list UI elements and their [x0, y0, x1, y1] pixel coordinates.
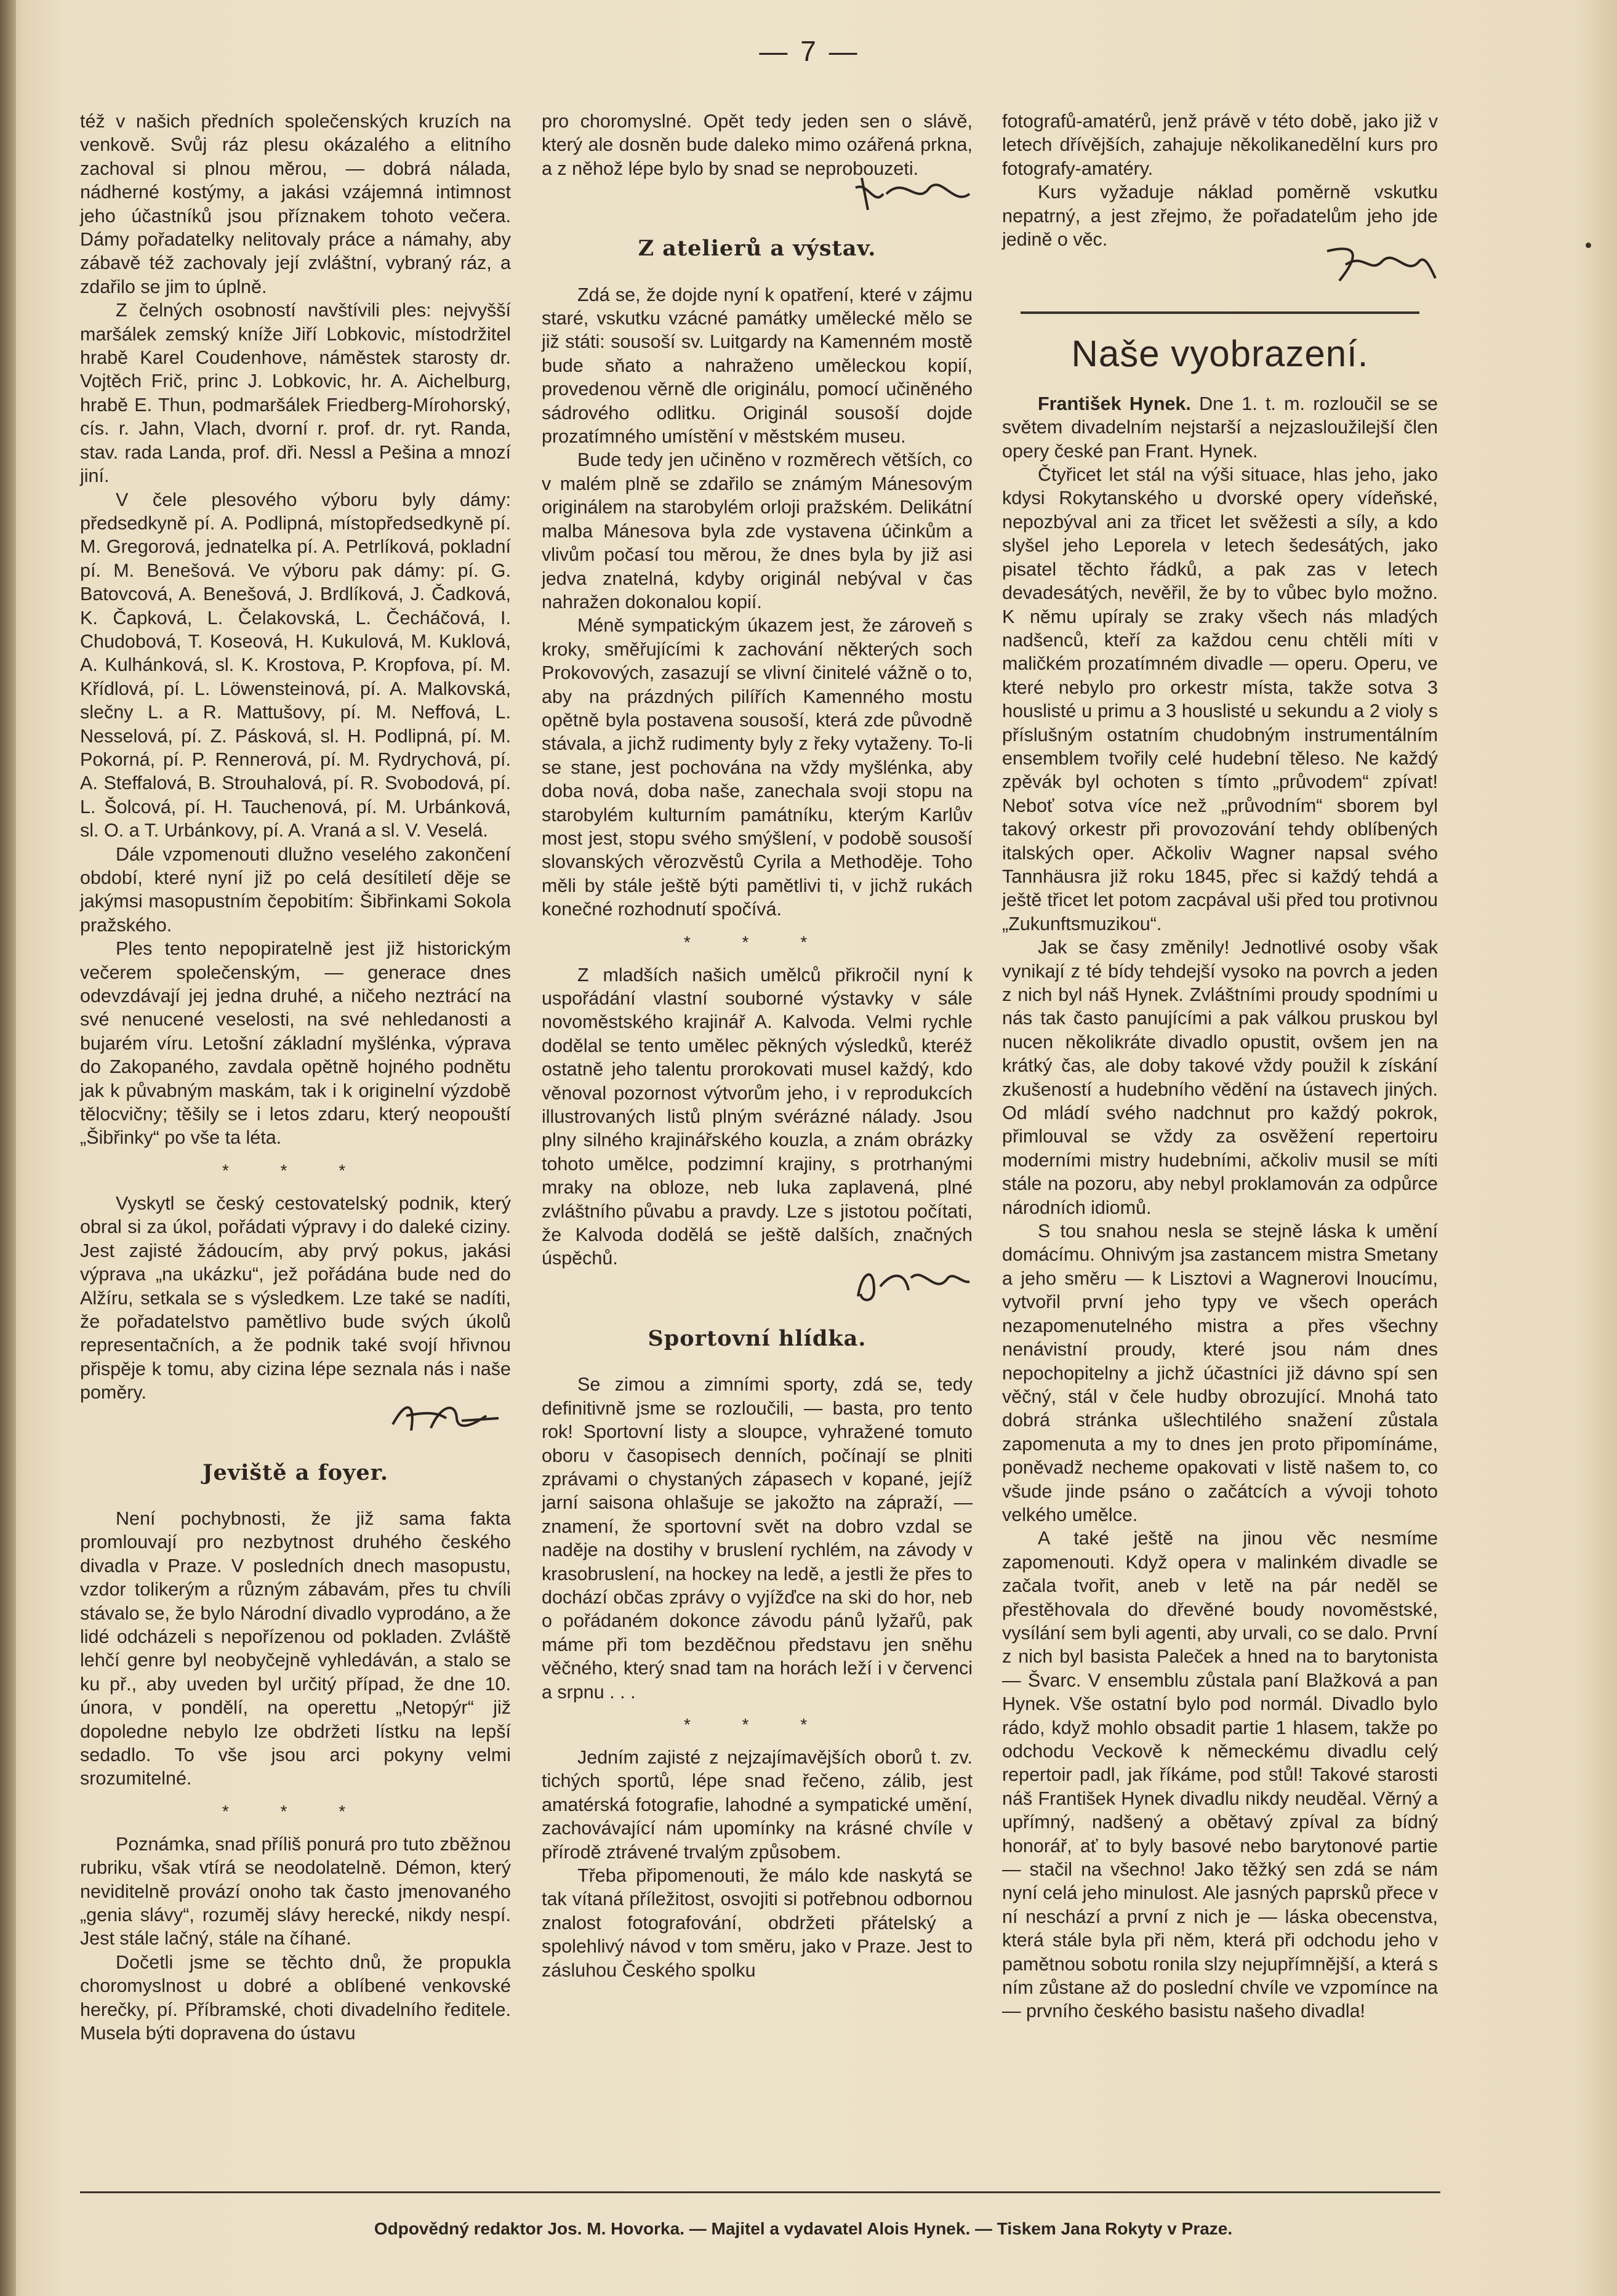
paragraph: též v našich předních společenských kruzích na venkově. Svůj ráz plesu okázalého a elitního zachoval si plnou měrou, — dobrá nálada, nádherné kostýmy, a jakási vzájemná intimnost jeho účastníků jsou příznakem tohoto večera. Dámy pořadatelky nelitovaly práce a námahy, aby zábavě též zachovaly její zvláštní, vybraný ráz, a zdařilo se jim to úplně.: [80, 111, 511, 297]
paragraph: Zdá se, že dojde nyní k opatření, které v zájmu staré, vskutku vzácné památky umělecké mělo se již státi: sousoší sv. Luitgardy na Kamenném mostě bude sňato a nahraženo uměleckou kopií, provedenou věrně dle originálu, pomocí učiněného sádrového odlitku. Originál sousoší dojde prozatímného umístění v městském museu.: [542, 284, 973, 448]
paragraph: Ples tento nepopiratelně jest již historickým večerem společenským, — generace dnes odevzdávají jej jedna druhé, a ničeho neztrácí na své nenucené veselosti, na své nehledanosti a bujarém víru. Letošní základní myšlénka, výprava do Zakopaného, zavdala opětně hojného podnětu jak k půvabným maskám, tak i k originelní výzdobě tělocvičny; těšily se i letos zdaru, který neopouští „Šibřinky“ po vše ta léta.: [80, 938, 511, 1149]
paragraph: [1002, 392, 1438, 463]
section-separator: * * *: [683, 932, 831, 952]
column-2: [542, 110, 973, 1982]
section-separator: * * *: [222, 1160, 369, 1180]
page-binding-edge: [0, 0, 16, 2296]
column-3: [1002, 110, 1438, 2023]
paragraph: Jak se časy změnily! Jednotlivé osoby však vynikají z té bídy tehdejší vysoko na povrch a jeden z nich byl náš Hynek. Zvláštními proudy spodními u nás tak často panujícími a pak válkou pruskou byl nucen několikráte divadlo opustit, ovšem jen na krátký čas, ale doby takové vždy použil k získání zkušeností a hudebního vědění na ústavech jiných. Od mládí svého nadchnut pro každý pokrok, přimlouval se vždy za osvěžení repertoiru moderními mistry hudebními, ačkoliv musil se míti stále na pozoru, aby nebyl proklamován za odpůrce národních idiomů.: [1002, 937, 1438, 1218]
paragraph: Z mladších našich umělců přikročil nyní k uspořádání vlastní souborné výstavky v sále novoměstského krajinář A. Kalvoda. Velmi rychle dodělal se tento umělec pěkných výsledků, kteréž ostatně jeho talentu prorokovati musel každý, kdo věnoval pozornost výtvorům jeho, i v reprodukcích illustrovaných listů plným svérázné nálady. Jsou plny silného krajinářského kouzla, a znám obrázky tohoto umělce, podzimní krajiny, s protrhanými mraky na obloze, neb luka zaplavená, plné zvláštního půvabu a pravdy. Lze s jistotou počítati, že Kalvoda dodělá se ještě dalších, značných úspěchů.: [542, 964, 973, 1269]
paragraph: Vyskytl se český cestovatelský podnik, který obral si za úkol, pořádati výpravy i do daleké ciziny. Jest zajisté žádoucím, aby prvý pokus, jakási výprava „na ukázku“, jež pořádána bude ned do Alžíru, setkala se s výsledkem. Lze také se nadíti, že pořadatelstvo pamětlivo bude svých úkolů representačních, a že podnik také svojí hřivnou přispěje k tomu, aby cizina lépe seznala nás i naše poměry.: [80, 1192, 511, 1403]
signature-image: [849, 1259, 973, 1305]
section-heading: Sportovní hlídka.: [648, 1325, 867, 1351]
section-separator: * * *: [683, 1714, 831, 1734]
paragraph: Čtyřicet let stál na výši situace, hlas jeho, jako kdysi Rokytanského u dvorské opery vídeňské, nepozbýval ani za třicet let svěžesti a síly, a kdo slyšel jeho Leporela v letech šedesátých, jako pisatel těchto řádků, a pak zas v letech devadesátých, nevěřil, že by to vůbec bylo možno. K němu upíraly se zraky všech nás mladých nadšenců, kteří za každou cenu chtěli míti v maličkém prozatímném divadle — operu. Operu, ve které nebylo pro orkestr místa, takže sotva 3 houslisté u primu a 3 houslisté u sekundu a 2 violy s příslušným ostatním chudobným instrumentálním ensemblem tvořily celé hudební těleso. Ne každý zpěvák byl ochoten s tímto „průvodem“ zpívat! Neboť sotva více než „průvodním“ sborem byl takový orkestr při provozování tehdy oblíbených italských oper. Ačkoliv Wagner napsal svého Tannhäusra již roku 1845, přec si každý tehdá a ještě třicet let potom zacpával uši před tou protivnou „Zukunftsmuzikou“.: [1002, 464, 1438, 934]
section-separator: * * *: [222, 1801, 369, 1821]
section-heading: Z atelierů a výstav.: [638, 236, 877, 262]
paragraph: V čele plesového výboru byly dámy: předsedkyně pí. A. Podlipná, místopředsedkyně pí. M. Gregorová, jednatelka pí. A. Petrlíková, pokladní pí. M. Benešová. Ve výboru pak dámy: pí. G. Batovcová, A. Benešová, J. Brdlíková, J. Čadková, K. Čapková, L. Čelakovská, L. Čecháčová, I. Chudobová, T. Koseová, H. Kukulová, M. Kuklová, A. Kulhánková, sl. K. Krostova, P. Kropfova, pí. M. Křídlová, pí. L. Löwensteinová, pí. A. Malkovská, slečny L. a R. Mattušovy, pí. M. Neffová, L. Nesselová, pí. Z. Pásková, sl. H. Podlipná, pí. M. Pokorná, pí. P. Rennerová, pí. M. Rydrychová, pí. A. Steffalová, B. Strouhalová, pí. R. Svobodová, pí. L. Šolcová, pí. H. Tauchenová, pí. M. Urbánková, sl. O. a T. Urbánkovy, pí. A. Vraná a sl. V. Veselá.: [80, 489, 511, 841]
footer-divider: [80, 2191, 1440, 2193]
imprint-footer: Odpovědný redaktor Jos. M. Hovorka. — Majitel a vydavatel Alois Hynek. — Tiskem Jana Rokyty v Praze.: [374, 2219, 1233, 2238]
paragraph: A také ještě na jinou věc nesmíme zapomenouti. Když opera v malinkém divadle se začala tvořit, aneb v letě na pár neděl se přestěhovala do dřevěné boudy novoměstské, vysílání sem byli agenti, aby urvali, co se dalo. První z nich byl basista Paleček a hned na to barytonista — Švarc. V ensemblu zůstala paní Blažková a pan Hynek. Vše ostatní bylo pod normál. Divadlo bylo rádo, když mohlo obsadit partie 1 hlasem, takže po odchodu Veckově k německému divadlu celý repertoir padl, jak říkáme, pod stůl! Takové starosti náš František Hynek divadlu nikdy neuděal. Věrný a upřímný, nadšený a obětavý zpíval za bídný honorář, ať to byly basové nebo barytonové partie — stačil na všechno! Jako těžký sen zdá se nám nyní celá jeho minulost. Ale jasných paprsků přece v ní neschází a první z nich je — láska obecenstva, která stále byla při něm, která při odchodu jeho v pamětnou sobotu ronila slzy nejupřímnější, a která s ním zůstane až do poslední chvíle ve vzpomínce na — prvního českého basistu našeho divadla!: [1002, 1528, 1438, 2022]
paragraph: Dočetli jsme se těchto dnů, že propukla choromyslnost u dobré a oblíbené venkovské herečky, pí. Příbramské, choti divadelního ředitele. Musela býti dopravena do ústavu: [80, 1951, 511, 2044]
signature-image: [388, 1394, 511, 1439]
paragraph: Se zimou a zimními sporty, zdá se, tedy definitivně jsme se rozloučili, — basta, pro tento rok! Sportovní listy a sloupce, vyhražené tomuto oboru v časopisech denních, počínají se plniti zprávami o chystaných zápasech v kopané, jejíž jarní saisona ohlašuje se jakožto na zápraží, — znamení, že sportovní svět na dobro vzdal se naděje na dostihy v bruslení rychlém, na závody v krasobruslení, na hockey na ledě, a jestli že přes to dochází občas zprávy o vyjížďce na ski do hor, neb o pořádaném dokonce závodu pánů lyžařů, pak máme při tom bezděčnou představu jen sněhu věčného, který snad tam na horách leží i v červenci a srpnu . . .: [542, 1374, 973, 1703]
column-1: [80, 110, 511, 2045]
paragraph: Poznámka, snad příliš ponurá pro tuto zběžnou rubriku, však vtírá se neodolatelně. Démon, který neviditelně provází onoho tak často jmenovaného „genia slávy“, rozuměj slávy herecké, nikdy nespí. Jest stále lačný, stále na číhané.: [80, 1833, 511, 1949]
paragraph: S tou snahou nesla se stejně láska k umění domácímu. Ohnivým jsa zastancem mistra Smetany a jeho směru — k Lisztovi a Wagnerovi lnoucímu, vytvořil první jeho typy ve všech operách nezapomenutelného mistra a přes všechny nenávistní proudy, které jsou nám dnes nepochopitelny a jichž účastníci již dávno spí sen věčný, stál v čele hudby obrozující. Mnohá tato dobrá stránka ušlechtilého snažení zůstala zapomenuta a my to dnes jen proto připomínáme, poněvadž necheme opakovati v listě našem to, co všude jinde psáno o začátcích a vývoji tohoto velkého umělce.: [1002, 1221, 1438, 1525]
ink-dot: [1586, 243, 1591, 248]
paragraph: Bude tedy jen učiněno v rozměrech větších, co v malém plně se zdařilo se známým Mánesovým originálem na starobylém orloji pražském. Delikátní malba Mánesova byla zde vystavena účinkům a vlivům počasí tou měrou, že dnes byla by již asi jedva znatelná, kdyby originál nebýval v čas nahražen dokonalou kopií.: [542, 449, 973, 612]
section-heading: Jeviště a foyer.: [202, 1459, 389, 1485]
paragraph: Z čelných osobností navštívili ples: nejvyšší maršálek zemský kníže Jiří Lobkovic, místodržitel hrabě Karel Coudenhove, náměstek starosty dr. Vojtěch Frič, princ J. Lobkovic, hr. A. Aichelburg, hrabě E. Thun, podmaršálek Friedberg-Mírohorský, cís. r. Jahn, Vlach, dvorní r. prof. dr. ryt. Randa, stav. rada Landa, prof. dři. Nessl a Pešina a mnozí jiní.: [80, 300, 511, 487]
paragraph: Méně sympatickým úkazem jest, že zároveň s kroky, směřujícími k zachování některých soch Prokovových, zasazují se vlivní činitelé vážně o to, aby na prázdných pilířích Kamenného mostu opětně byla postavena sousoší, která zde původně stávala, a jichž rudimenty byly z řeky vytaženy. To-li se stane, jest pochována na vždy myšlénka, aby doba nová, doba naše, zanechala svoji stopu na starobylém kulturním památníku, kterým Karlův most jest, stopu svého smýšlení, v podobě sousoší slovanských věrozvěstů Cyrila a Methoděje. Toho měli by stále ještě býti pamětlivi ti, v jichž rukách konečné rozhodnutí spočívá.: [542, 615, 973, 920]
paragraph: Kurs vyžaduje náklad poměrně vskutku nepatrný, a jest zřejmo, že pořadatelům jeho jde jedině o věc.: [1002, 182, 1438, 251]
paragraph: Není pochybnosti, že již sama fakta promlouvají pro nezbytnost druhého českého divadla v Praze. V posledních dnech masopustu, vzdor tolikerým a různým zábavám, přes tu chvíli stávalo se, že bylo Národní divadlo vyprodáno, a že lidé odcházeli s nepořízenou od pokladen. Zvláště lehčí genre byl neobyčejně vyhledáván, a stalo se ku př., aby uveden byl určitý případ, že dne 10. února, v pondělí, na operettu „Netopýr“ již dopoledne nebylo lze obdržeti lístku na lepší sedadlo. To vše jsou arci pokyny velmi srozumitelné.: [80, 1507, 511, 1789]
paragraph: Dále vzpomenouti dlužno veselého zakončení období, které nyní již po celá desítiletí děje se jakýmsi masopustním čepobitím: Šibřinkami Sokola pražského.: [80, 843, 511, 936]
paragraph: Třeba připomenouti, že málo kde naskytá se tak vítaná příležitost, osvojiti si potřebnou odbornou znalost fotografování, obdržeti přátelský a spolehlivý návod v tom směru, jako v Praze. Jest to zásluhou Českého spolku: [542, 1865, 973, 1981]
page-number: — 7 —: [759, 35, 860, 67]
section-heading: Naše vyobrazení.: [1071, 333, 1369, 375]
paragraph-text: Dne 1. t. m. rozloučil se se světem divadelním nejstarší a nejzasloužilejší člen opery české pan Frant. Hynek.: [1002, 393, 1438, 462]
paragraph: pro choromyslné. Opět tedy jeden sen o slávě, který ale dosněn bude daleko mimo ozářená prkna, a z něhož lépe bylo by snad se neprobouzeti.: [542, 111, 973, 179]
signature-image: [1315, 240, 1438, 286]
paragraph: fotografů-amatérů, jenž právě v této době, jako již v letech dřívějších, zahajuje několikanedělní kurs pro fotografy-amatéry.: [1002, 111, 1438, 179]
divider: [1021, 311, 1419, 314]
paragraph: Jedním zajisté z nejzajímavějších oborů t. zv. tichých sportů, lépe snad řečeno, zálib, jest amatérská fotografie, lahodné a sympatické umění, zachovávající nám upomínky na krásné chvíle v přírodě ztrávené trvalým způsobem.: [542, 1746, 973, 1863]
person-name: František Hynek.: [1038, 393, 1191, 414]
